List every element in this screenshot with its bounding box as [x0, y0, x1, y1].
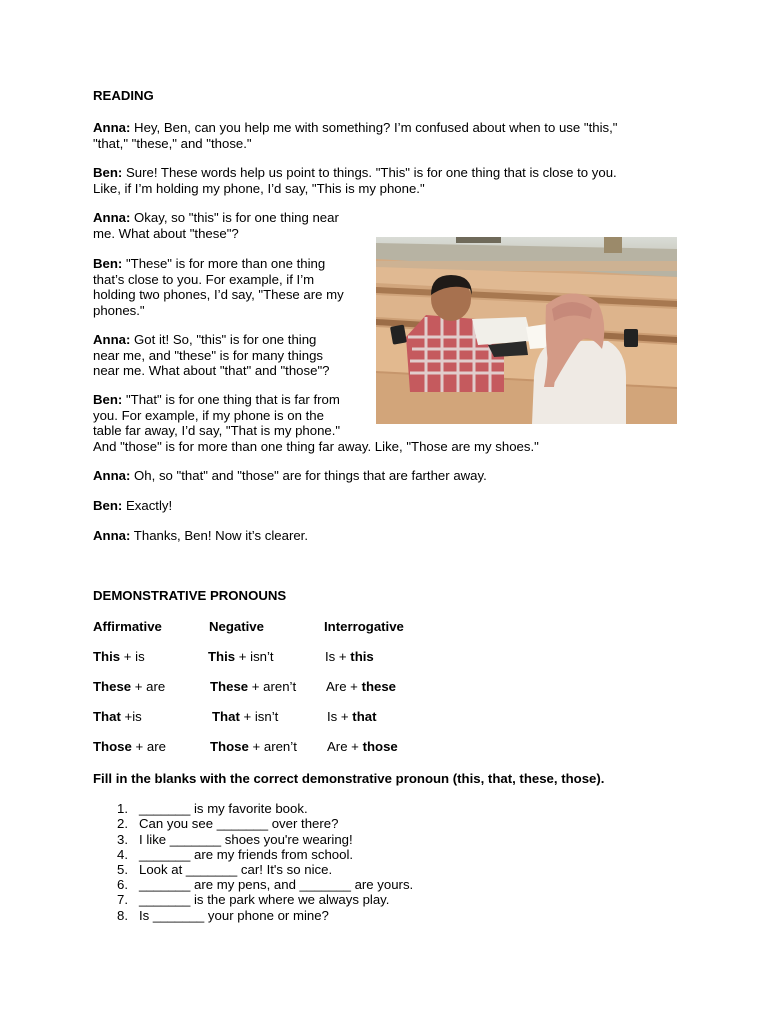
dialogue-line	[93, 528, 308, 544]
dialogue-text: "These" is for more than one thing	[122, 256, 326, 271]
dialogue-text: Like, if I’m holding my phone, I’d say, "This is my phone."	[93, 180, 425, 196]
dialogue-text: me. What about "these"?	[93, 225, 239, 241]
speaker-name: Ben:	[93, 498, 123, 513]
pronoun-word: This	[208, 649, 236, 664]
interrogative-cell	[325, 649, 374, 664]
pronoun-word: this	[350, 649, 374, 664]
verb-text: + isn’t	[235, 649, 274, 664]
verb-text: Is +	[327, 709, 353, 724]
verb-text: + are	[131, 679, 166, 694]
verb-text: Are +	[327, 739, 363, 754]
verb-text: + isn’t	[239, 709, 279, 724]
classroom-photo	[376, 237, 677, 424]
negative-cell	[210, 679, 296, 694]
speaker-name: Anna:	[93, 332, 131, 347]
verb-text: Is +	[325, 649, 351, 664]
speaker-name: Anna:	[93, 210, 131, 225]
pronoun-word: These	[210, 679, 249, 694]
dialogue-line	[93, 165, 617, 181]
pronoun-word: That	[93, 709, 121, 724]
pronouns-heading: DEMONSTRATIVE PRONOUNS	[93, 588, 287, 603]
dialogue-text: "that," "these," and "those."	[93, 135, 252, 151]
dialogue-line	[93, 498, 172, 514]
list-item: I like _______ shoes you're wearing!	[139, 832, 353, 847]
interrogative-cell	[326, 679, 396, 694]
list-item-number: 8.	[117, 908, 128, 923]
dialogue-text: holding two phones, I’d say, "These are my	[93, 287, 344, 302]
pronoun-word: Those	[210, 739, 249, 754]
pronoun-word: that	[352, 709, 377, 724]
pronoun-word: This	[93, 649, 121, 664]
pronoun-word: These	[93, 679, 132, 694]
negative-cell	[212, 709, 278, 724]
dialogue-text: Hey, Ben, can you help me with something? I’m confused about when to use "this,"	[130, 120, 618, 135]
dialogue-line	[93, 392, 340, 408]
verb-text: + aren’t	[248, 679, 297, 694]
negative-cell	[208, 649, 274, 664]
list-item: Is _______ your phone or mine?	[139, 908, 329, 923]
affirmative-cell	[93, 649, 145, 664]
reading-heading: READING	[93, 88, 154, 103]
dialogue-text: Thanks, Ben! Now it’s clearer.	[130, 528, 308, 543]
list-item: Look at _______ car! It's so nice.	[139, 862, 333, 877]
speaker-name: Anna:	[93, 120, 131, 135]
dialogue-text: Okay, so "this" is for one thing near	[130, 210, 339, 225]
speaker-name: Ben:	[93, 392, 123, 407]
pronoun-word: That	[212, 709, 240, 724]
dialogue-text: that’s close to you. For example, if I’m	[93, 271, 315, 287]
list-item-number: 4.	[117, 847, 128, 862]
list-item: _______ are my friends from school.	[139, 847, 354, 862]
list-item: Can you see _______ over there?	[139, 816, 339, 831]
list-item: _______ are my pens, and _______ are yours.	[139, 877, 414, 892]
speaker-name: Ben:	[93, 256, 123, 271]
list-item-number: 1.	[117, 801, 128, 816]
dialogue-text: table far away, I’d say, "That is my phone."	[93, 423, 341, 438]
dialogue-line	[93, 256, 325, 272]
dialogue-text: And "those" is for more than one thing far away. Like, "Those are my shoes."	[93, 438, 539, 454]
negative-cell	[210, 739, 297, 754]
interrogative-cell	[327, 709, 376, 724]
list-item-number: 7.	[117, 892, 128, 907]
pronoun-word: those	[362, 739, 398, 754]
dialogue-text: near me, and "these" is for many things	[93, 347, 324, 363]
dialogue-text: Oh, so "that" and "those" are for things that are farther away.	[130, 468, 487, 483]
pronoun-word: these	[361, 679, 397, 694]
verb-text: Are +	[326, 679, 362, 694]
affirmative-cell	[93, 679, 165, 694]
dialogue-text: "That" is for one thing that is far from	[122, 392, 340, 407]
dialogue-text: near me. What about "that" and "those"?	[93, 363, 330, 378]
speaker-name: Ben:	[93, 165, 123, 180]
verb-text: + is	[120, 649, 145, 664]
dialogue-line	[93, 332, 316, 348]
verb-text: + aren’t	[248, 739, 297, 754]
column-header-affirmative: Affirmative	[93, 619, 162, 634]
dialogue-text: Sure! These words help us point to things. "This" is for one thing that is close to you.	[122, 165, 617, 180]
list-item: _______ is the park where we always play.	[139, 892, 390, 907]
exercise-instruction: Fill in the blanks with the correct demonstrative pronoun (this, that, these, those).	[93, 771, 605, 786]
list-item-number: 6.	[117, 877, 128, 892]
dialogue-text: Exactly!	[122, 498, 173, 513]
list-item-number: 5.	[117, 862, 128, 877]
students-at-desk-image	[376, 237, 677, 424]
verb-text: +is	[120, 709, 142, 724]
column-header-negative: Negative	[209, 619, 264, 634]
dialogue-text: Got it! So, "this" is for one thing	[130, 332, 317, 347]
column-header-interrogative: Interrogative	[324, 619, 404, 634]
affirmative-cell	[93, 709, 142, 724]
verb-text: + are	[131, 739, 166, 754]
dialogue-line	[93, 120, 617, 136]
pronoun-word: Those	[93, 739, 132, 754]
list-item-number: 3.	[117, 832, 128, 847]
speaker-name: Anna:	[93, 468, 131, 483]
list-item: _______ is my favorite book.	[139, 801, 308, 816]
interrogative-cell	[327, 739, 398, 754]
affirmative-cell	[93, 739, 166, 754]
dialogue-line	[93, 468, 487, 484]
dialogue-text: you. For example, if my phone is on the	[93, 407, 324, 423]
speaker-name: Anna:	[93, 528, 131, 543]
dialogue-line	[93, 210, 339, 226]
list-item-number: 2.	[117, 816, 128, 831]
dialogue-text: phones."	[93, 302, 145, 318]
